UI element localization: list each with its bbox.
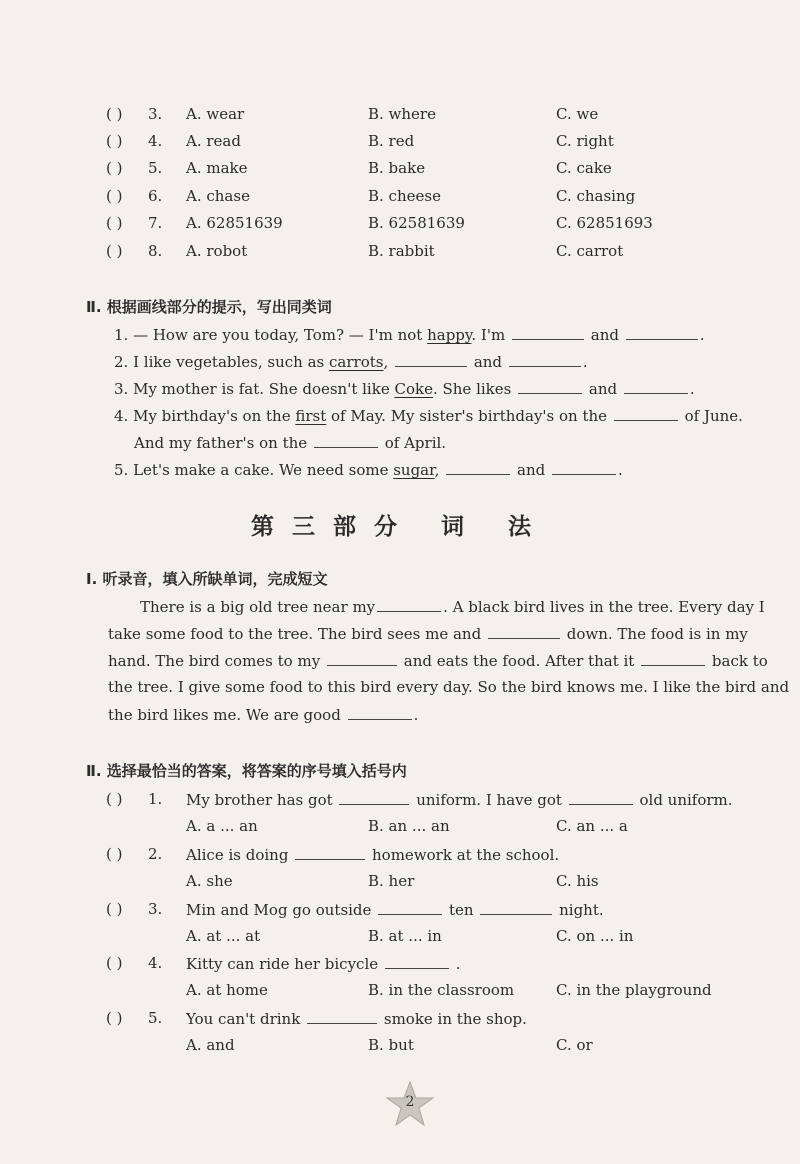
question-number: 8. xyxy=(148,242,163,260)
question-number: 6. xyxy=(148,187,163,205)
answer-blank[interactable] xyxy=(552,456,616,475)
question-number: 2. xyxy=(148,845,163,863)
choice-question xyxy=(0,841,800,867)
option-c: C. an ... a xyxy=(556,817,628,835)
option-a: A. chase xyxy=(186,187,250,205)
answer-blank[interactable] xyxy=(446,456,510,475)
option-b: B. cheese xyxy=(368,187,441,205)
question-text: You can't drink smoke in the shop. xyxy=(186,1005,527,1032)
option-c: C. carrot xyxy=(556,242,624,260)
answer-paren[interactable]: ( ) xyxy=(106,187,123,205)
choice-question xyxy=(0,896,800,922)
option-a: A. at home xyxy=(186,981,268,999)
answer-blank[interactable] xyxy=(641,647,705,666)
option-c: C. 62851693 xyxy=(556,214,653,232)
choice-question xyxy=(0,950,800,976)
answer-paren[interactable]: ( ) xyxy=(106,954,123,972)
answer-paren[interactable]: ( ) xyxy=(106,900,123,918)
question-text: Alice is doing homework at the school. xyxy=(186,841,559,868)
answer-paren[interactable]: ( ) xyxy=(106,214,123,232)
option-c: C. his xyxy=(556,872,599,890)
option-c: C. we xyxy=(556,105,599,123)
question-number: 1. xyxy=(148,790,163,808)
answer-blank[interactable] xyxy=(488,620,560,639)
option-b: B. red xyxy=(368,132,415,150)
option-c: C. or xyxy=(556,1036,593,1054)
passage-line-5: the bird likes me. We are good . xyxy=(108,701,748,729)
option-c: C. cake xyxy=(556,159,612,177)
part-title: 第三部分 词 法 xyxy=(250,514,549,540)
question-number: 5. xyxy=(148,159,163,177)
option-c: C. chasing xyxy=(556,187,636,205)
answer-blank[interactable] xyxy=(624,375,688,394)
option-row xyxy=(0,183,800,209)
answer-blank[interactable] xyxy=(295,841,365,860)
question-4: 4. My birthday's on the first of May. My sister's birthday's on the of June. xyxy=(114,402,754,430)
option-a: A. a ... an xyxy=(186,817,258,835)
answer-blank[interactable] xyxy=(378,896,442,915)
question-1: 1. — How are you today, Tom? — I'm not happy. I'm and . xyxy=(114,321,754,349)
option-a: A. at ... at xyxy=(186,927,261,945)
answer-blank[interactable] xyxy=(480,896,552,915)
question-number: 3. xyxy=(148,900,163,918)
answer-blank[interactable] xyxy=(307,1005,377,1024)
question-number: 4. xyxy=(148,954,163,972)
option-a: A. she xyxy=(186,872,233,890)
page-number-badge xyxy=(385,1080,435,1130)
answer-blank[interactable] xyxy=(395,348,467,367)
answer-blank[interactable] xyxy=(377,593,441,612)
answer-blank[interactable] xyxy=(614,402,678,421)
option-a: A. make xyxy=(186,159,248,177)
choice-options xyxy=(0,1032,800,1058)
section-heading-synonyms: Ⅱ. 根据画线部分的提示，写出同类词 xyxy=(86,298,332,316)
option-c: C. right xyxy=(556,132,614,150)
answer-blank[interactable] xyxy=(509,348,581,367)
answer-paren[interactable]: ( ) xyxy=(106,790,123,808)
choice-question xyxy=(0,786,800,812)
answer-blank[interactable] xyxy=(626,321,698,340)
question-number: 5. xyxy=(148,1009,163,1027)
option-a: A. and xyxy=(186,1036,235,1054)
answer-blank[interactable] xyxy=(327,647,397,666)
option-row xyxy=(0,101,800,127)
answer-blank[interactable] xyxy=(385,950,449,969)
option-a: A. robot xyxy=(186,242,248,260)
option-a: A. 62851639 xyxy=(186,214,283,232)
option-c: C. in the playground xyxy=(556,981,712,999)
answer-paren[interactable]: ( ) xyxy=(106,132,123,150)
page-number: 2 xyxy=(405,1094,415,1110)
passage-line-3: hand. The bird comes to my and eats the food. After that it back to xyxy=(108,647,748,675)
passage-line-2: take some food to the tree. The bird sees me and down. The food is in my xyxy=(108,620,748,648)
section-heading-choice: Ⅱ. 选择最恰当的答案，将答案的序号填入括号内 xyxy=(86,762,407,780)
option-b: B. rabbit xyxy=(368,242,435,260)
option-b: B. bake xyxy=(368,159,426,177)
answer-blank[interactable] xyxy=(518,375,582,394)
answer-paren[interactable]: ( ) xyxy=(106,845,123,863)
question-2: 2. I like vegetables, such as carrots, and . xyxy=(114,348,754,376)
option-b: B. but xyxy=(368,1036,414,1054)
choice-question xyxy=(0,1005,800,1031)
option-a: A. read xyxy=(186,132,241,150)
option-c: C. on ... in xyxy=(556,927,634,945)
question-3: 3. My mother is fat. She doesn't like Coke. She likes and . xyxy=(114,375,754,403)
answer-paren[interactable]: ( ) xyxy=(106,1009,123,1027)
answer-paren[interactable]: ( ) xyxy=(106,105,123,123)
passage-line-4: the tree. I give some food to this bird every day. So the bird knows me. I like the bird and xyxy=(108,678,790,696)
option-b: B. 62581639 xyxy=(368,214,465,232)
option-a: A. wear xyxy=(186,105,245,123)
passage-line-1: There is a big old tree near my . A black bird lives in the tree. Every day I xyxy=(140,593,780,621)
answer-blank[interactable] xyxy=(348,701,412,720)
question-text: My brother has got uniform. I have got old uniform. xyxy=(186,786,733,813)
answer-paren[interactable]: ( ) xyxy=(106,242,123,260)
question-number: 4. xyxy=(148,132,163,150)
option-row xyxy=(0,155,800,181)
option-b: B. her xyxy=(368,872,415,890)
choice-options xyxy=(0,977,800,1003)
option-row xyxy=(0,210,800,236)
answer-blank[interactable] xyxy=(314,429,378,448)
question-5: 5. Let's make a cake. We need some sugar, and . xyxy=(114,456,754,484)
choice-options xyxy=(0,923,800,949)
option-b: B. in the classroom xyxy=(368,981,515,999)
answer-blank[interactable] xyxy=(339,786,409,805)
question-text: Kitty can ride her bicycle . xyxy=(186,950,460,977)
question-4-continued: And my father's on the of April. xyxy=(134,429,774,457)
answer-blank[interactable] xyxy=(512,321,584,340)
question-text: Min and Mog go outside ten night. xyxy=(186,896,604,923)
answer-blank[interactable] xyxy=(569,786,633,805)
option-b: B. at ... in xyxy=(368,927,442,945)
section-heading-listening: Ⅰ. 听录音，填入所缺单词，完成短文 xyxy=(86,570,328,588)
choice-options xyxy=(0,813,800,839)
question-number: 3. xyxy=(148,105,163,123)
choice-options xyxy=(0,868,800,894)
option-b: B. where xyxy=(368,105,436,123)
option-b: B. an ... an xyxy=(368,817,450,835)
option-row xyxy=(0,128,800,154)
answer-paren[interactable]: ( ) xyxy=(106,159,123,177)
question-number: 7. xyxy=(148,214,163,232)
option-row xyxy=(0,238,800,264)
